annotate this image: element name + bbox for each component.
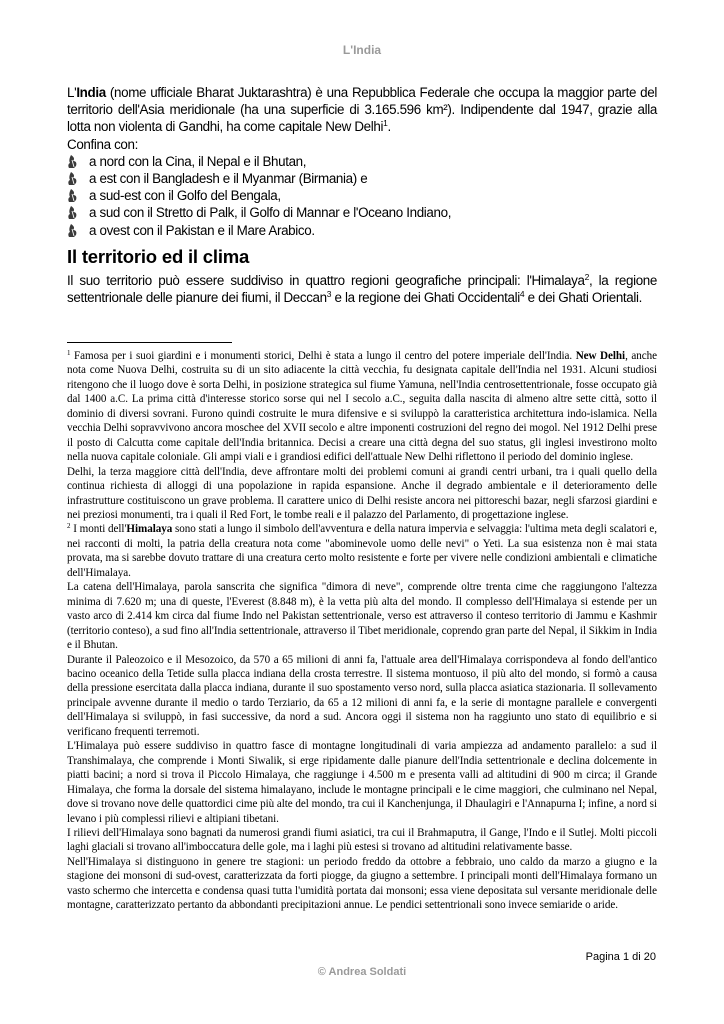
footnote-1-paragraph: Delhi, la terza maggiore città dell'India, deve affrontare molti dei problemi comuni ai grandi centri urbani, tra i quali quello della continua richiesta di alloggi di una popolazione in rapida espansione. Anche il degrado ambientale e il deterioramento delle infrastrutture costituiscono un grave problema. Il carattere unico di Delhi resiste ancora nei pittoreschi bazar, negli sfarzosi giardini e nei preziosi monumenti, tra i quali il Red Fort, le tombe reali e il palazzo del Parlamento, di progettazione inglese. (67, 465, 657, 521)
borders-list (67, 153, 657, 239)
list-item: a sud con il Stretto di Palk, il Golfo di Mannar e l'Oceano Indiano, (67, 204, 657, 221)
flame-bullet-icon (68, 206, 77, 219)
footnote-2-paragraph: Durante il Paleozoico e il Mesozoico, da 570 a 65 milioni di anni fa, l'attuale area dell'Himalaya corrispondeva al fondo dell'antico bacino oceanico della Tetide sulla placca indiana della crosta terrestre. Il sistema montuoso, il più alto del mondo, si formò a causa della pressione esercitata dalla placca indiana, durante il suo spostamento verso nord, sulla placca asiatica stazionaria. Il sollevamento principale avvenne durante il medio o tardo Terziario, da 65 a 12 milioni di anni fa, e la serie di montagne parallele e convergenti dell'Himalaya si sviluppò, in fasi successive, da nord a sud. Ancora oggi il sistema non ha raggiunto uno stato di equilibrio e si verificano frequenti terremoti. (67, 653, 657, 738)
borders-label: Confina con: (67, 136, 138, 152)
list-item: a ovest con il Pakistan e il Mare Arabico. (67, 222, 657, 239)
footnote-2-paragraph: La catena dell'Himalaya, parola sanscrita che significa "dimora di neve", comprende oltre trenta cime che raggiungono l'altezza minima di 7.620 m; una di queste, l'Everest (8.848 m), è la vetta più alta del mondo. Il complesso dell'Himalaya si estende per un vasto arco di 2.414 km circa dal fiume Indo nel Pakistan settentrionale, verso est attraverso il conteso territorio di Jammu e Kashmir (territorio conteso), a sud fino all'India settentrionale, attraverso il Tibet meridionale, coprendo gran parte del Nepal, il Sikkim in India e il Bhutan. (67, 581, 657, 652)
footnote-2-paragraph: I rilievi dell'Himalaya sono bagnati da numerosi grandi fiumi asiatici, tra cui il Brahmaputra, il Gange, l'Indo e il Sutlej. Molti piccoli laghi glaciali si trovano all'imboccatura delle gole, ma i laghi più estesi si trovano ad altitudini relativamente basse. (67, 826, 657, 854)
list-item: a sud-est con il Golfo del Bengala, (67, 187, 657, 204)
list-item: a nord con la Cina, il Nepal e il Bhutan, (67, 153, 657, 170)
flame-bullet-icon (68, 155, 77, 168)
flame-bullet-icon (68, 172, 77, 185)
footnote-separator (67, 342, 232, 343)
section-paragraph: Il suo territorio può essere suddiviso in quattro regioni geografiche principali: l'Himalaya$^2$, la regione settentrionale delle pianure dei fiumi, il Deccan$^3$ e la regione dei Ghati Occidentali$^4$ e dei Ghati Orientali. (67, 271, 657, 306)
country-name: India (76, 85, 106, 100)
footnote-ref-4[interactable]: 4 (519, 289, 525, 300)
running-header: L'India (342, 43, 382, 57)
page-number: Pagina 1 di 20 (585, 951, 656, 963)
footnote-2-paragraph: L'Himalaya può essere suddiviso in quattro fasce di montagne longitudinali di varia ampiezza ad andamento parallelo: a sud il Transhimalaya, che comprende i Monti Siwalik, si erge ripidamente dalle pianure dell'India settentrionale e declina dolcemente in piatti bacini; a nord si trova il Piccolo Himalaya, che raggiunge i 4.500 m e presenta valli ad altitudini di 900 m circa; il Grande Himalaya, che forma la dorsale del sistema himalayano, include le montagne principali e le cime maggiori, che culminano nel Nepal, dove si trovano nove delle quattordici cime più alte del mondo, tra cui il Kanchenjunga, il Dhaulagiri e l'Annapurna I; infine, a nord si levano i più complessi rilievi e altipiani tibetani. (67, 740, 657, 825)
footnote-ref-1[interactable]: 1 (383, 118, 388, 129)
main-content (67, 84, 657, 306)
list-item: a est con il Bangladesh e il Myanmar (Birmania) e (67, 170, 657, 187)
footnotes (67, 349, 657, 913)
copyright-footer: © Andrea Soldati (317, 966, 407, 978)
footnote-2-paragraph: Nell'Himalaya si distinguono in genere tre stagioni: un periodo freddo da ottobre a febbraio, uno caldo da marzo a giugno e la stagione dei monsoni di sud-ovest, caratterizzata da forti piogge, da giugno a settembre. I principali monti dell'Himalaya formano un vasto schermo che intercetta e condensa quasi tutta l'umidità portata dai monsoni; essa viene depositata sul versante meridionale delle montagne, caratterizzato pertanto da abbondanti precipitazioni annue. Le pendici settentrionali sono invece semiaride o aride. (67, 855, 657, 912)
footnote-ref-2[interactable]: 2 (584, 271, 589, 282)
flame-bullet-icon (68, 224, 77, 237)
footnote-ref-3[interactable]: 3 (326, 289, 332, 300)
flame-bullet-icon (68, 189, 77, 202)
section-heading: Il territorio ed il clima (67, 245, 250, 267)
intro-paragraph: L'India (nome ufficiale Bharat Juktarashtra) è una Repubblica Federale che occupa la maggior parte del territorio dell'Asia meridionale (ha una superficie di 3.165.596 km²). Indipendente dal 1947, grazie alla lotta non violenta di Gandhi, ha come capitale New Delhi$^1$. (67, 85, 657, 135)
footnote-1: $^1$ Famosa per i suoi giardini e i monumenti storici, Delhi è stata a lungo il centro del potere imperiale dell'India. New Delhi, anche nota come Nuova Delhi, costruita su di un sito adiacente la città vecchia, fu designata capitale dell'India nel 1931. Alcuni studiosi ritengono che il luogo dove è sorta Delhi, in posizione strategica sul fiume Yamuna, nell'India centrosettentrionale, fosse occupato già dal 1400 a.C. La prima città d'interesse storico sorse qui nel I secolo a.C., seguita dalla nascita di almeno altre sette città, sotto il dominio di diversi sovrani. Furono quindi costruite le mura difensive e si sviluppò la caratteristica architettura indo-islamica. Nella vecchia Delhi sopravvivono ancora moschee del XVII secolo e altre imponenti costruzioni del regno dei mogol. Nel 1912 Delhi prese il posto di Calcutta come capitale dell'India britannica. Decisi a creare una città degna del suo status, gli inglesi investirono molto nella nuova capitale coloniale. Gli ampi viali e i grandiosi edifici dell'attuale New Delhi riflettono il periodo del dominio inglese. (67, 349, 657, 464)
footnote-2: $^2$ I monti dell'Himalaya sono stati a lungo il simbolo dell'avventura e della natura impervia e selvaggia: l'ultima meta degli scalatori e, nei racconti di molti, la patria della creatura nota come "abominevole uomo delle nevi" o Yeti. La sua esistenza non è mai stata provata, ma si sarebbe dovuto trattare di una creatura certo molto resistente e forte per vivere nelle condizioni ambientali e climatiche dell'Himalaya. (67, 522, 657, 579)
